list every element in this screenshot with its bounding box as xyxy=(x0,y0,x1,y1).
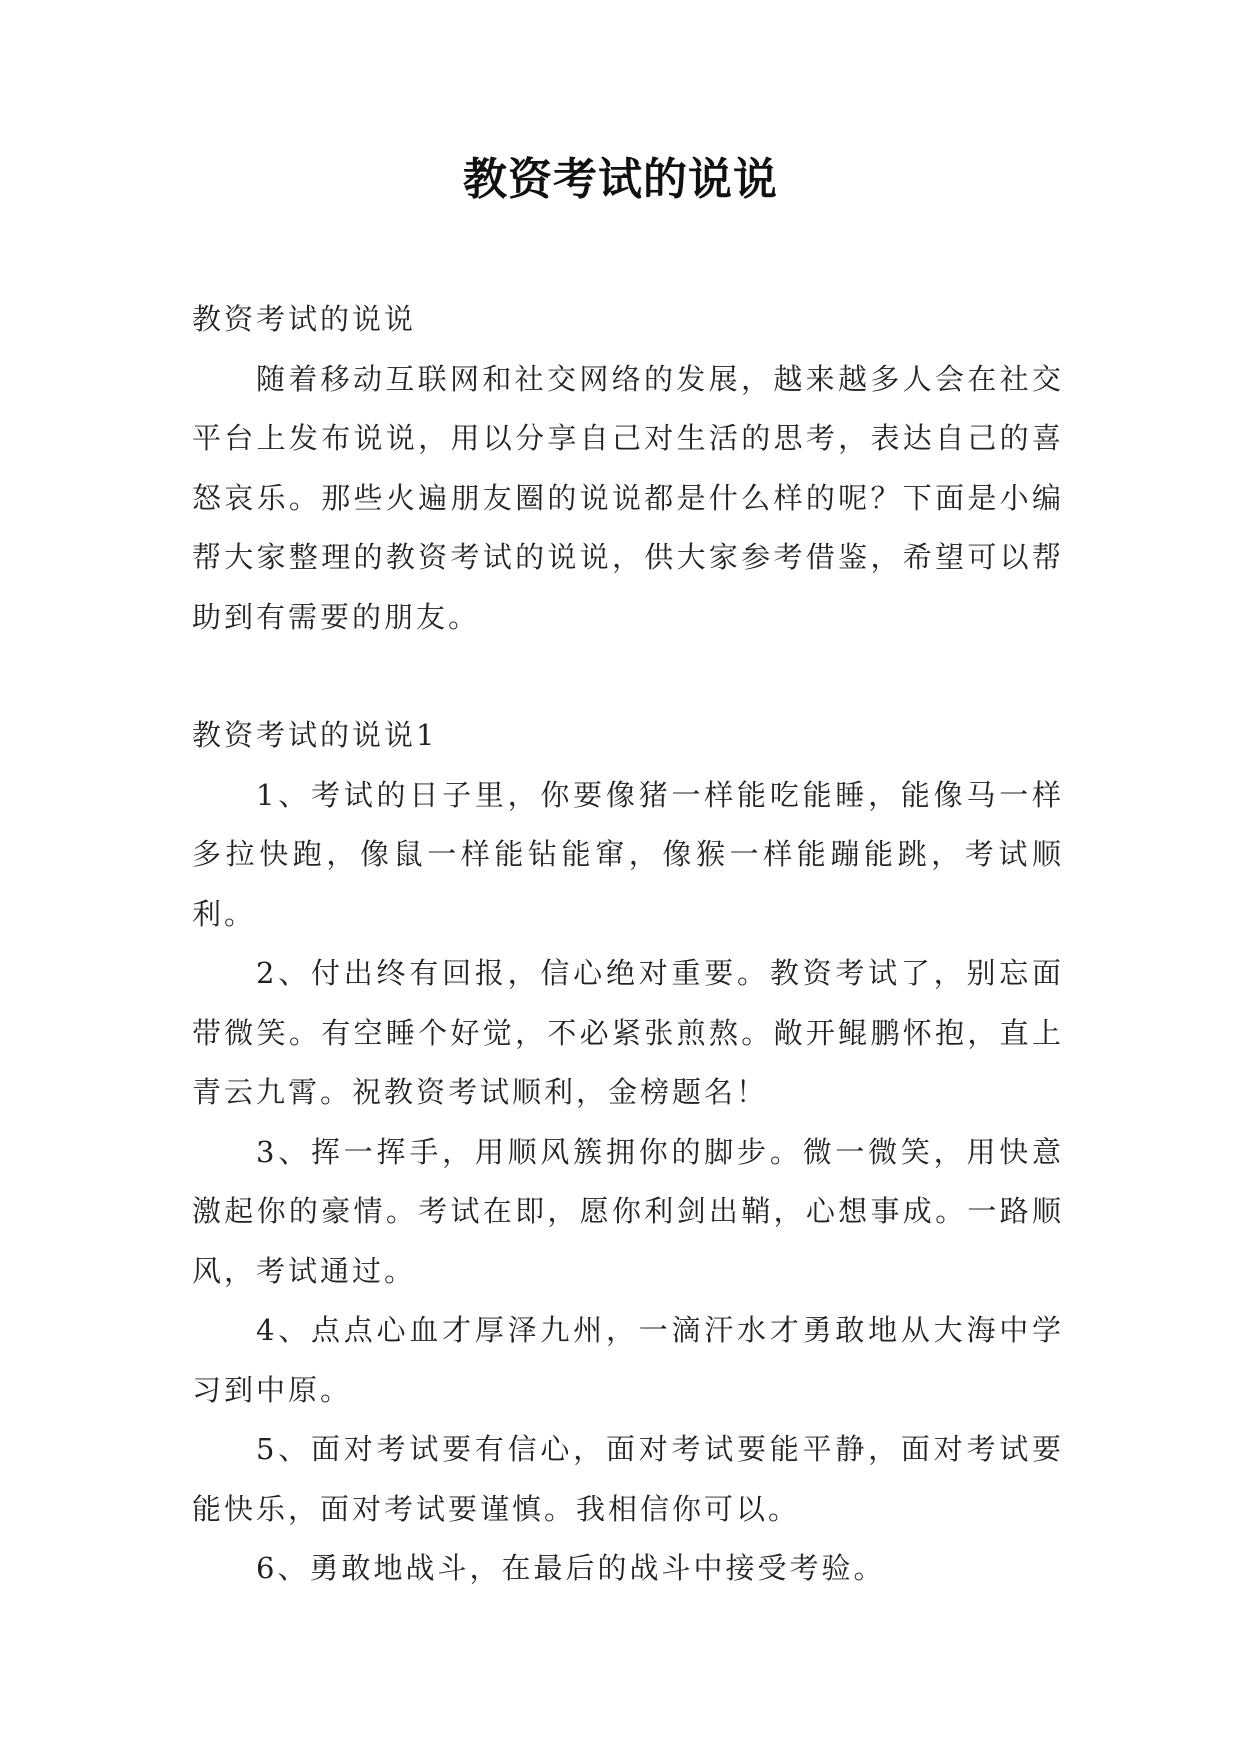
list-item: 3、挥一挥手，用顺风簇拥你的脚步。微一微笑，用快意激起你的豪情。考试在即，愿你利剑出鞘，心想事成。一路顺风，考试通过。 xyxy=(192,1134,1064,1288)
paragraph-spacer xyxy=(192,647,1064,706)
list-item: 4、点点心血才厚泽九州，一滴汗水才勇敢地从大海中学习到中原。 xyxy=(192,1313,1064,1407)
list-item: 5、面对考试要有信心，面对考试要能平静，面对考试要能快乐，面对考试要谨慎。我相信你可以。 xyxy=(192,1432,1064,1526)
document-title: 教资考试的说说 xyxy=(463,154,778,205)
document-subtitle: 教资考试的说说 xyxy=(192,302,417,336)
list-item: 2、付出终有回报，信心绝对重要。教资考试了，别忘面带微笑。有空睡个好觉，不必紧张煎熬。敞开鲲鹏怀抱，直上青云九霄。祝教资考试顺利，金榜题名！ xyxy=(192,956,1064,1109)
list-item: 1、考试的日子里，你要像猪一样能吃能睡，能像马一样多拉快跑，像鼠一样能钻能窜，像猴一样能蹦能跳，考试顺利。 xyxy=(192,777,1064,931)
document-body xyxy=(192,290,1064,1599)
list-item: 6、勇敢地战斗，在最后的战斗中接受考验。 xyxy=(256,1551,886,1585)
section-heading: 教资考试的说说1 xyxy=(192,718,438,752)
intro-paragraph: 随着移动互联网和社交网络的发展，越来越多人会在社交平台上发布说说，用以分享自己对生活的思考，表达自己的喜怒哀乐。那些火遍朋友圈的说说都是什么样的呢？下面是小编帮大家整理的教资考试的说说，供大家参考借鉴，希望可以帮助到有需要的朋友。 xyxy=(192,361,1064,634)
